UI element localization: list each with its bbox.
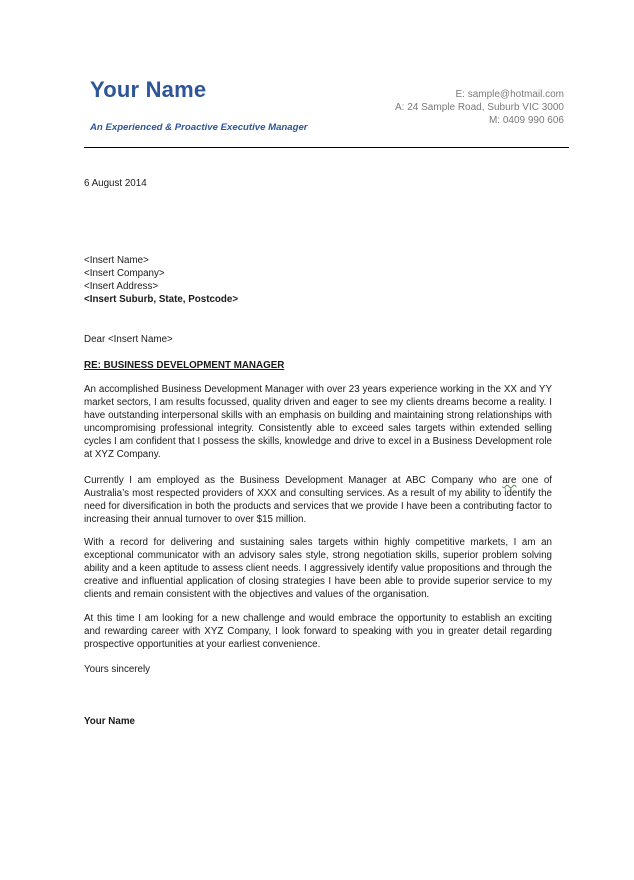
salutation: Dear <Insert Name> [84, 334, 173, 345]
subject-line: RE: BUSINESS DEVELOPMENT MANAGER [84, 360, 285, 371]
signature-name: Your Name [84, 716, 135, 727]
recipient-suburb-line: <Insert Suburb, State, Postcode> [84, 294, 239, 305]
paragraph-text: Currently I am employed as the Business Development Manager at ABC Company who [84, 475, 503, 486]
grammar-flagged-word[interactable]: are [502, 475, 517, 486]
recipient-address: <Insert Address> [84, 281, 159, 292]
contact-email: E: sample@hotmail.com [455, 89, 564, 100]
header-divider [84, 147, 569, 148]
paragraph-text: one of Australia’s most respected providers of XXX and consulting services. As a result of my ability to identify the need for diversification in both the products and services that we provide I have been a contributing factor to increasing their annual turnover to over $15 million. [84, 475, 552, 525]
body-paragraph-2 [84, 474, 552, 526]
contact-block [395, 88, 564, 127]
contact-mobile: M: 0409 990 606 [488, 115, 564, 126]
contact-address: A: 24 Sample Road, Suburb VIC 3000 [395, 102, 564, 113]
recipient-address-block [84, 254, 238, 306]
body-paragraph-3: With a record for delivering and sustaining sales targets within highly competitive markets, I am an exceptional communicator with an advisory sales style, strong negotiation skills, superior problem solving ability and a keen aptitude to assess client needs. I aggressively identify value propositions and through the creative and influential application of closing strategies I have been able to provide superior service to my clients and remain consistent with the objectives and values of the organisation. [84, 537, 552, 600]
body-paragraph-1: An accomplished Business Development Manager with over 23 years experience working in the XX and YY market sectors, I am results focussed, quality driven and eager to see my clients dreams become a reality. I have outstanding interpersonal skills with an emphasis on building and maintaining strong relationships with uncompromising professional integrity. Consistently able to exceed sales targets within extended selling cycles I am confident that I possess the skills, knowledge and drive to excel in a Business Development role at XYZ Company. [84, 384, 552, 460]
body-paragraph-4: At this time I am looking for a new challenge and would embrace the opportunity to establish an exciting and rewarding career with XYZ Company, I look forward to speaking with you in greater detail regarding prospective opportunities at your earliest convenience. [84, 613, 552, 650]
header-tagline: An Experienced & Proactive Executive Manager [90, 122, 308, 133]
letter-date: 6 August 2014 [84, 178, 147, 189]
recipient-name: <Insert Name> [84, 255, 149, 266]
closing: Yours sincerely [84, 664, 151, 675]
recipient-company: <Insert Company> [84, 268, 165, 279]
header-name: Your Name [90, 77, 207, 102]
